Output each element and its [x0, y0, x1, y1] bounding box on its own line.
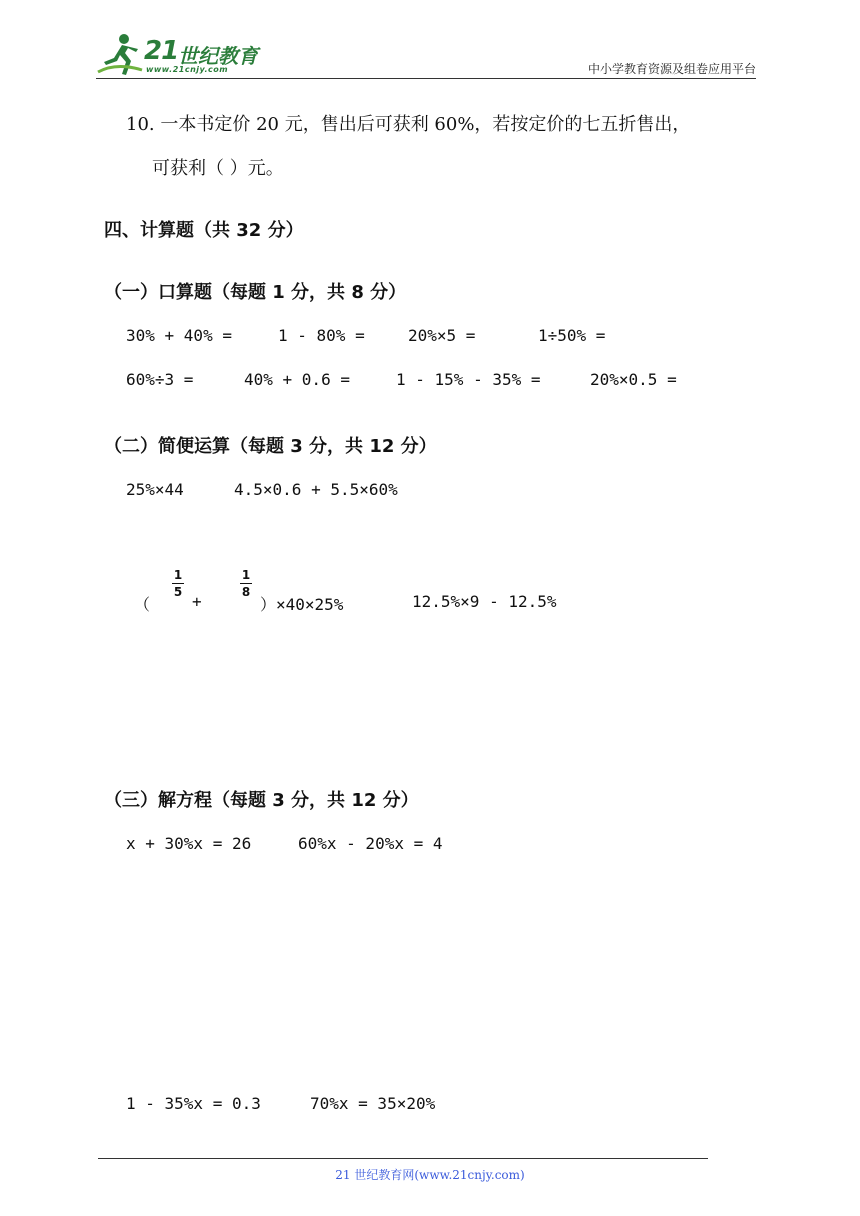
part-3-title: （三）解方程（每题 3 分，共 12 分）	[104, 790, 419, 811]
oral-calc-5: 60%÷3 =	[126, 370, 194, 389]
logo-url: www.21cnjy.com	[146, 65, 229, 74]
simplify-3-plus: +	[192, 592, 202, 611]
simplify-3-rest: ）×40×25%	[260, 595, 344, 614]
equation-4: 70%x = 35×20%	[310, 1094, 436, 1113]
equation-1: x + 30%x = 26	[126, 834, 252, 853]
fraction-one-fifth	[172, 568, 184, 599]
oral-calc-8: 20%×0.5 =	[590, 370, 677, 389]
runner-logo-icon	[96, 32, 144, 78]
fraction-numerator: 1	[173, 568, 183, 582]
equation-3: 1 - 35%x = 0.3	[126, 1094, 261, 1113]
fraction-numerator: 1	[241, 568, 251, 582]
part-2-title: （二）简便运算（每题 3 分，共 12 分）	[104, 436, 437, 457]
footer-divider	[98, 1158, 708, 1159]
section-4-title: 四、计算题（共 32 分）	[104, 220, 304, 241]
simplify-3-open-paren: （	[134, 595, 151, 614]
oral-calc-7: 1 - 15% - 35% =	[396, 370, 541, 389]
oral-calc-2: 1 - 80% =	[278, 326, 365, 345]
equation-2: 60%x - 20%x = 4	[298, 834, 443, 853]
logo-number: 21	[144, 36, 179, 66]
header-divider	[96, 78, 756, 79]
logo-text: 世纪教育	[178, 44, 258, 68]
question-10-line2: 可获利（ ）元。	[152, 158, 284, 179]
simplify-4: 12.5%×9 - 12.5%	[412, 592, 557, 611]
oral-calc-4: 1÷50% =	[538, 326, 606, 345]
oral-calc-1: 30% + 40% =	[126, 326, 232, 345]
part-1-title: （一）口算题（每题 1 分，共 8 分）	[104, 282, 407, 303]
question-10-line1: 10. 一本书定价 20 元，售出后可获利 60%，若按定价的七五折售出，	[126, 114, 691, 135]
site-logo	[96, 30, 266, 80]
footer-link[interactable]: 21 世纪教育网(www.21cnjy.com)	[335, 1168, 525, 1182]
fraction-one-eighth	[240, 568, 252, 599]
fraction-denominator: 8	[241, 585, 251, 599]
simplify-2: 4.5×0.6 + 5.5×60%	[234, 480, 398, 499]
oral-calc-3: 20%×5 =	[408, 326, 476, 345]
header-platform-text: 中小学教育资源及组卷应用平台	[587, 62, 756, 76]
oral-calc-6: 40% + 0.6 =	[244, 370, 350, 389]
fraction-denominator: 5	[173, 585, 183, 599]
simplify-1: 25%×44	[126, 480, 184, 499]
